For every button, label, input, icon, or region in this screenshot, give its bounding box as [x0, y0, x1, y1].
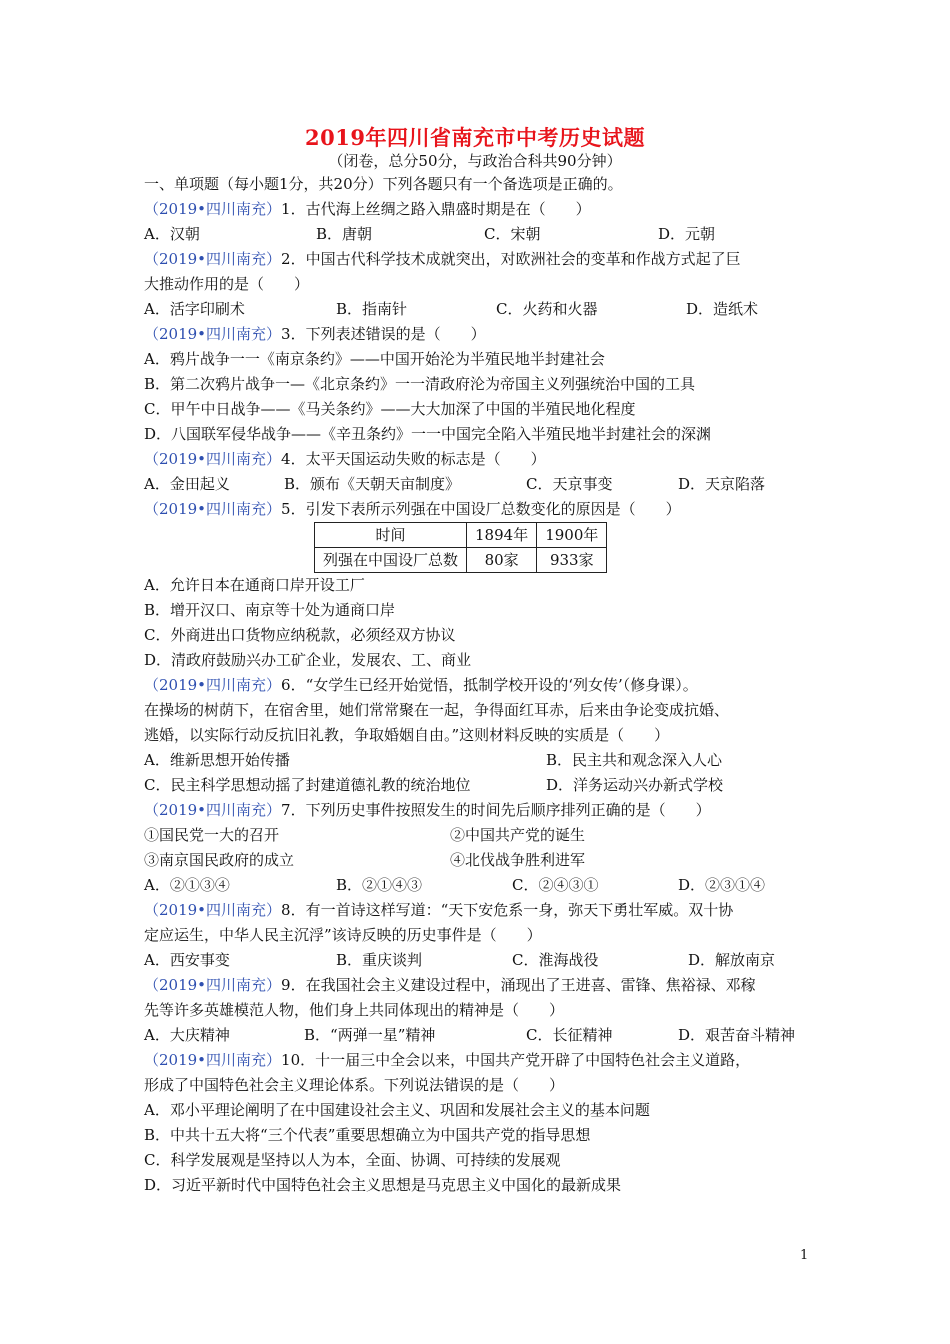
options-row — [144, 1023, 814, 1048]
option-a: A．活字印刷术 — [144, 300, 245, 318]
question-source: （2019•四川南充） — [144, 325, 282, 343]
option-d: D．习近平新时代中国特色社会主义思想是马克思主义中国化的最新成果 — [144, 1176, 622, 1194]
option-a: A．鸦片战争一一《南京条约》——中国开始沦为半殖民地半封建社会 — [144, 350, 605, 368]
option-b: B．中共十五大将“三个代表”重要思想确立为中国共产党的指导思想 — [144, 1126, 591, 1144]
table-cell: 列强在中国设厂总数 — [315, 548, 467, 573]
question-source: （2019•四川南充） — [144, 250, 282, 268]
page-title: 2019年四川省南充市中考历史试题 — [305, 125, 645, 150]
items-row — [144, 848, 814, 873]
options-row — [144, 297, 814, 322]
option-c: C．甲午中日战争——《马关条约》——大大加深了中国的半殖民地化程度 — [144, 400, 636, 418]
question-source: （2019•四川南充） — [144, 976, 282, 994]
options-row — [144, 748, 814, 773]
event-item: ④北伐战争胜利进军 — [450, 851, 586, 869]
option-a: A．维新思想开始传播 — [144, 751, 290, 769]
options-row — [144, 472, 814, 497]
question-source: （2019•四川南充） — [144, 801, 282, 819]
option-c: C．科学发展观是坚持以人为本，全面、协调、可持续的发展观 — [144, 1151, 561, 1169]
question-stem: 3．下列表述错误的是（ ） — [281, 325, 486, 343]
question-7 — [144, 798, 814, 823]
option-c: C．火药和火器 — [496, 300, 598, 318]
question-8 — [144, 898, 814, 923]
table-cell: 80家 — [467, 548, 537, 573]
option-c: C．民主科学思想动摇了封建道德礼教的统治地位 — [144, 776, 471, 794]
question-1 — [144, 197, 814, 222]
question-source: （2019•四川南充） — [144, 676, 282, 694]
option-c: C．②④③① — [512, 876, 599, 894]
question-stem-cont: 逃婚，以实际行动反抗旧礼教，争取婚姻自由。”这则材料反映的实质是（ ） — [144, 726, 670, 744]
option-d: D．造纸术 — [686, 300, 759, 318]
table-row — [315, 548, 607, 573]
table-cell: 933家 — [537, 548, 607, 573]
event-item: ③南京国民政府的成立 — [144, 851, 295, 869]
table-header-cell: 1894年 — [467, 523, 537, 548]
option-c: C．淮海战役 — [512, 951, 599, 969]
option-d: D．元朝 — [658, 225, 716, 243]
options-row — [144, 873, 814, 898]
question-stem: 9．在我国社会主义建设过程中，涌现出了王进喜、雷锋、焦裕禄、邓稼 — [281, 976, 756, 994]
options-row — [144, 948, 814, 973]
option-b: B．唐朝 — [316, 225, 373, 243]
question-9 — [144, 973, 814, 998]
event-item: ②中国共产党的诞生 — [450, 826, 586, 844]
items-row — [144, 823, 814, 848]
option-d: D．天京陷落 — [678, 475, 766, 493]
question-source: （2019•四川南充） — [144, 200, 282, 218]
question-stem-cont: 先等许多英雄模范人物，他们身上共同体现出的精神是（ ） — [144, 1001, 565, 1019]
option-c: C．宋朝 — [484, 225, 541, 243]
table-header-cell: 时间 — [315, 523, 467, 548]
question-stem: 10．十一届三中全会以来，中国共产党开辟了中国特色社会主义道路， — [281, 1051, 751, 1069]
question-stem-cont: 形成了中国特色社会主义理论体系。下列说法错误的是（ ） — [144, 1076, 565, 1094]
question-stem: 8．有一首诗这样写道：“天下安危系一身，弥天下勇壮军威。双十协 — [281, 901, 734, 919]
question-stem: 6．“女学生已经开始觉悟，抵制学校开设的‘列女传’（修身课）。 — [281, 676, 698, 694]
exam-info: （闭卷，总分50分，与政治合科共90分钟） — [328, 152, 622, 170]
factory-table — [314, 522, 607, 573]
question-2 — [144, 247, 814, 272]
question-stem-cont: 在操场的树荫下，在宿舍里，她们常常聚在一起，争得面红耳赤，后来由争论变成抗婚、 — [144, 701, 730, 719]
option-a: A．金田起义 — [144, 475, 230, 493]
option-a: A．②①③④ — [144, 876, 230, 894]
option-d: D．洋务运动兴办新式学校 — [546, 776, 724, 794]
option-b: B．②①④③ — [336, 876, 423, 894]
question-stem: 2．中国古代科学技术成就突出，对欧洲社会的变革和作战方式起了巨 — [281, 250, 741, 268]
option-b: B．颁布《天朝天亩制度》 — [284, 475, 461, 493]
option-a: A．汉朝 — [144, 225, 200, 243]
option-d: D．艰苦奋斗精神 — [678, 1026, 796, 1044]
option-a: A．允许日本在通商口岸开设工厂 — [144, 576, 365, 594]
question-10 — [144, 1048, 814, 1073]
question-source: （2019•四川南充） — [144, 450, 282, 468]
question-4 — [144, 447, 814, 472]
question-stem-cont: 大推动作用的是（ ） — [144, 275, 310, 293]
question-source: （2019•四川南充） — [144, 901, 282, 919]
option-b: B．增开汉口、南京等十处为通商口岸 — [144, 601, 396, 619]
question-stem-cont: 定应运生，中华人民主沉浮”该诗反映的历史事件是（ ） — [144, 926, 542, 944]
question-stem: 7．下列历史事件按照发生的时间先后顺序排列正确的是（ ） — [281, 801, 711, 819]
exam-body — [144, 172, 814, 1198]
options-row — [144, 773, 814, 798]
option-c: C．外商进出口货物应纳税款，必须经双方协议 — [144, 626, 456, 644]
question-3 — [144, 322, 814, 347]
option-b: B．重庆谈判 — [336, 951, 423, 969]
table-header-cell: 1900年 — [537, 523, 607, 548]
question-source: （2019•四川南充） — [144, 1051, 282, 1069]
option-b: B．民主共和观念深入人心 — [546, 751, 723, 769]
option-b: B．指南针 — [336, 300, 408, 318]
option-c: C．长征精神 — [526, 1026, 613, 1044]
option-d: D．八国联军侵华战争——《辛丑条约》一一中国完全陷入半殖民地半封建社会的深渊 — [144, 425, 712, 443]
question-source: （2019•四川南充） — [144, 500, 282, 518]
question-stem: 1．古代海上丝绸之路入鼎盛时期是在（ ） — [281, 200, 591, 218]
option-a: A．邓小平理论阐明了在中国建设社会主义、巩固和发展社会主义的基本问题 — [144, 1101, 650, 1119]
options-row — [144, 222, 814, 247]
option-d: D．②③①④ — [678, 876, 766, 894]
event-item: ①国民党一大的召开 — [144, 826, 280, 844]
option-b: B．“两弹一星”精神 — [304, 1026, 436, 1044]
question-6 — [144, 673, 814, 698]
page-number: 1 — [800, 1248, 809, 1263]
section-heading: 一、单项题（每小题1分，共20分）下列各题只有一个备选项是正确的。 — [144, 175, 623, 193]
option-d: D．清政府鼓励兴办工矿企业，发展农、工、商业 — [144, 651, 472, 669]
option-b: B．第二次鸦片战争一—《北京条约》一一清政府沦为帝国主义列强统治中国的工具 — [144, 375, 696, 393]
option-d: D．解放南京 — [688, 951, 776, 969]
option-a: A．西安事变 — [144, 951, 230, 969]
option-c: C．天京事变 — [526, 475, 613, 493]
table-row — [315, 523, 607, 548]
question-5 — [144, 497, 814, 522]
option-a: A．大庆精神 — [144, 1026, 230, 1044]
question-stem: 5．引发下表所示列强在中国设厂总数变化的原因是（ ） — [281, 500, 681, 518]
question-stem: 4．太平天国运动失败的标志是（ ） — [281, 450, 546, 468]
